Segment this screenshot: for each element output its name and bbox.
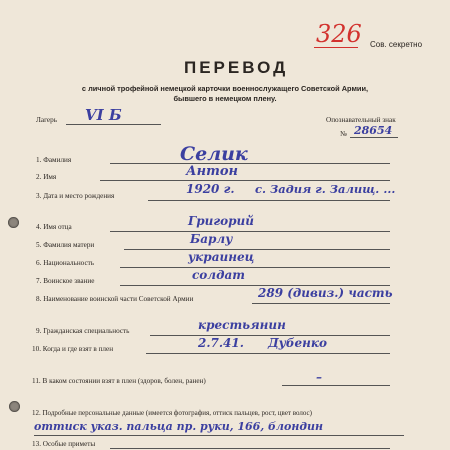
field-label-rank: 7. Воинское звание	[36, 277, 95, 285]
field-line-father	[110, 231, 390, 232]
field-value-birth-year: 1920 г.	[186, 182, 235, 196]
field-line-name	[100, 180, 390, 181]
field-label-name: 2. Имя	[36, 173, 57, 181]
field-value-personal-data: оттиск указ. пальца пр. руки, 166, блондин	[34, 420, 323, 433]
field-line-special-marks	[110, 448, 390, 449]
field-line-surname	[110, 163, 390, 164]
field-line-personal-data	[34, 435, 404, 436]
classification-mark: Сов. секретно	[370, 40, 423, 49]
field-line-condition	[282, 385, 390, 386]
id-tag-prefix: №	[340, 130, 347, 138]
field-label-special-marks: 13. Особые приметы	[32, 440, 96, 448]
field-label-unit: 8. Наименование воинской части Советской Армии	[36, 295, 194, 303]
field-value-father: Григорий	[188, 214, 254, 228]
id-tag-value: 28654	[354, 124, 393, 137]
id-tag-line	[350, 137, 398, 138]
punch-hole-top	[8, 217, 19, 228]
camp-label: Лагерь	[36, 116, 57, 124]
red-handwritten-number: 326	[316, 20, 362, 48]
field-label-mother: 5. Фамилия матери	[36, 241, 95, 249]
field-value-rank: солдат	[192, 268, 245, 282]
field-value-captured-place: Дубенко	[268, 336, 328, 350]
camp-line	[66, 124, 161, 125]
id-tag-label: Опознавательный знак	[326, 116, 396, 124]
field-label-birth: 3. Дата и место рождения	[36, 192, 115, 200]
field-line-mother	[124, 249, 390, 250]
camp-value: VI Б	[85, 106, 122, 124]
field-value-surname: Селик	[180, 143, 248, 165]
red-number-underline	[314, 47, 358, 48]
field-value-unit: 289 (дивиз.) часть	[258, 286, 393, 300]
field-line-unit	[252, 303, 390, 304]
subtitle-line-1: с личной трофейной немецкой карточки военнослужащего Советской Армии,	[81, 84, 369, 93]
field-label-father: 4. Имя отца	[36, 223, 72, 231]
field-value-name: Антон	[186, 164, 238, 179]
field-line-nationality	[120, 267, 390, 268]
field-label-nationality: 6. Национальность	[36, 259, 95, 267]
field-value-nationality: украинец	[188, 250, 255, 264]
field-value-birth-place: с. Задия г. Залищ. ...	[255, 182, 396, 196]
field-label-captured: 10. Когда и где взят в плен	[32, 345, 114, 353]
field-value-condition: –	[316, 370, 322, 384]
punch-hole-bottom	[9, 401, 20, 412]
subtitle-line-2: бывшего в немецком плену.	[173, 94, 277, 103]
field-line-captured	[146, 353, 390, 354]
field-value-captured-date: 2.7.41.	[198, 336, 244, 350]
field-label-personal-data: 12. Подробные персональные данные (имеется фотография, оттиск пальцев, рост, цвет волос)	[32, 409, 312, 417]
field-label-surname: 1. Фамилия	[36, 156, 72, 164]
field-value-occupation: крестьянин	[198, 318, 286, 332]
field-value-mother: Барлу	[190, 232, 233, 246]
field-label-occupation: 9. Гражданская специальность	[36, 327, 130, 335]
field-line-birth	[148, 200, 390, 201]
page-title: ПЕРЕВОД	[184, 58, 289, 77]
field-label-condition: 11. В каком состоянии взят в плен (здоров, болен, ранен)	[32, 377, 206, 385]
